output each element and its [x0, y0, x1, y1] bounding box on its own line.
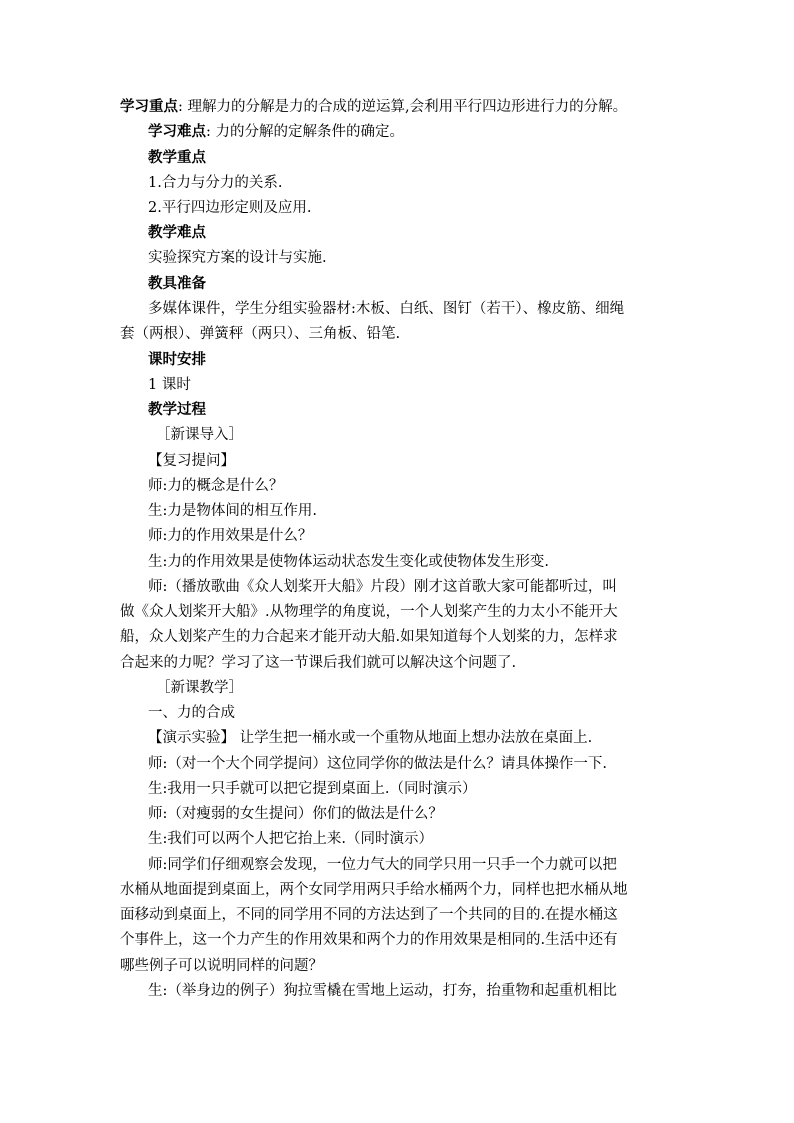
intro-section-label: ［新课导入］: [156, 427, 243, 443]
tools-line-2: 套（两根）、弹簧秤（两只）、三角板、铅笔.: [120, 326, 401, 342]
dialogue-line: 师:（对一个大个同学提问）这位同学你的做法是什么？请具体操作一下.: [148, 756, 607, 772]
dialogue-line: 生:（举身边的例子）狗拉雪橇在雪地上运动，打夯，抬重物和起重机相比: [148, 983, 617, 999]
paragraph-line: 船，众人划桨产生的力合起来才能开动大船.如果知道每个人划桨的力，怎样求: [120, 629, 618, 645]
dialogue-line: 生:我用一只手就可以把它提到桌面上.（同时演示）: [148, 781, 477, 797]
part1-title: 一、力的合成: [148, 705, 235, 721]
review-label: 【复习提问】: [148, 453, 235, 469]
tools-line-1: 多媒体课件，学生分组实验器材:木板、白纸、图钉（若干）、橡皮筋、细绳: [148, 301, 625, 317]
schedule-text: 1 课时: [148, 377, 191, 393]
paragraph-line: 合起来的力呢？学习了这一节课后我们就可以解决这个问题了.: [120, 655, 517, 671]
focus-text: : 理解力的分解是力的合成的逆运算,会利用平行四边形进行力的分解。: [178, 99, 628, 115]
difficulty-line: [148, 122, 680, 142]
paragraph-line: 师:（播放歌曲《众人划桨开大船》片段）刚才这首歌大家可能都听过，叫: [148, 579, 617, 595]
dialogue-line: 生:我们可以两个人把它抬上来.（同时演示）: [148, 831, 433, 847]
focus-label: 学习重点: [120, 98, 178, 115]
focus-line: [120, 97, 680, 117]
difficulty-label: 学习难点: [148, 123, 206, 140]
demo-line: 【演示实验】 让学生把一桶水或一个重物从地面上想办法放在桌面上.: [148, 730, 593, 746]
dialogue-line: 师:力的概念是什么？: [148, 478, 284, 494]
dialogue-line: 生:力的作用效果是使物体运动状态发生变化或使物体发生形变.: [148, 554, 549, 570]
teach-difficulty-text: 实验探究方案的设计与实施.: [148, 250, 327, 266]
process-heading: 教学过程: [148, 401, 206, 418]
teach-focus-item-2: 2.平行四边形定则及应用.: [148, 200, 312, 216]
difficulty-text: : 力的分解的定解条件的确定。: [206, 124, 404, 140]
paragraph-line: 个事件上，这一个力产生的作用效果和两个力的作用效果是相同的.生活中还有: [120, 932, 618, 948]
dialogue-line: 师:（对瘦弱的女生提问）你们的做法是什么？: [148, 806, 443, 822]
teach-focus-heading: 教学重点: [148, 149, 206, 166]
teach-difficulty-heading: 教学难点: [148, 224, 206, 241]
paragraph-line: 面移动到桌面上，不同的同学用不同的方法达到了一个共同的目的.在提水桶这: [120, 907, 618, 923]
dialogue-line: 生:力是物体间的相互作用.: [148, 503, 317, 519]
teach-focus-item-1: 1.合力与分力的关系.: [148, 175, 283, 191]
paragraph-line: 师:同学们仔细观察会发现，一位力气大的同学只用一只手一个力就可以把: [148, 857, 617, 873]
paragraph-line: 哪些例子可以说明同样的问题？: [120, 958, 323, 974]
schedule-heading: 课时安排: [148, 351, 206, 368]
paragraph-line: 水桶从地面提到桌面上，两个女同学用两只手给水桶两个力，同样也把水桶从地: [120, 882, 628, 898]
tools-heading: 教具准备: [148, 275, 206, 292]
dialogue-line: 师:力的作用效果是什么？: [148, 528, 313, 544]
paragraph-line: 做《众人划桨开大船》.从物理学的角度说，一个人划桨产生的力太小不能开大: [120, 604, 618, 620]
teach-section-label: ［新课教学］: [156, 680, 243, 696]
